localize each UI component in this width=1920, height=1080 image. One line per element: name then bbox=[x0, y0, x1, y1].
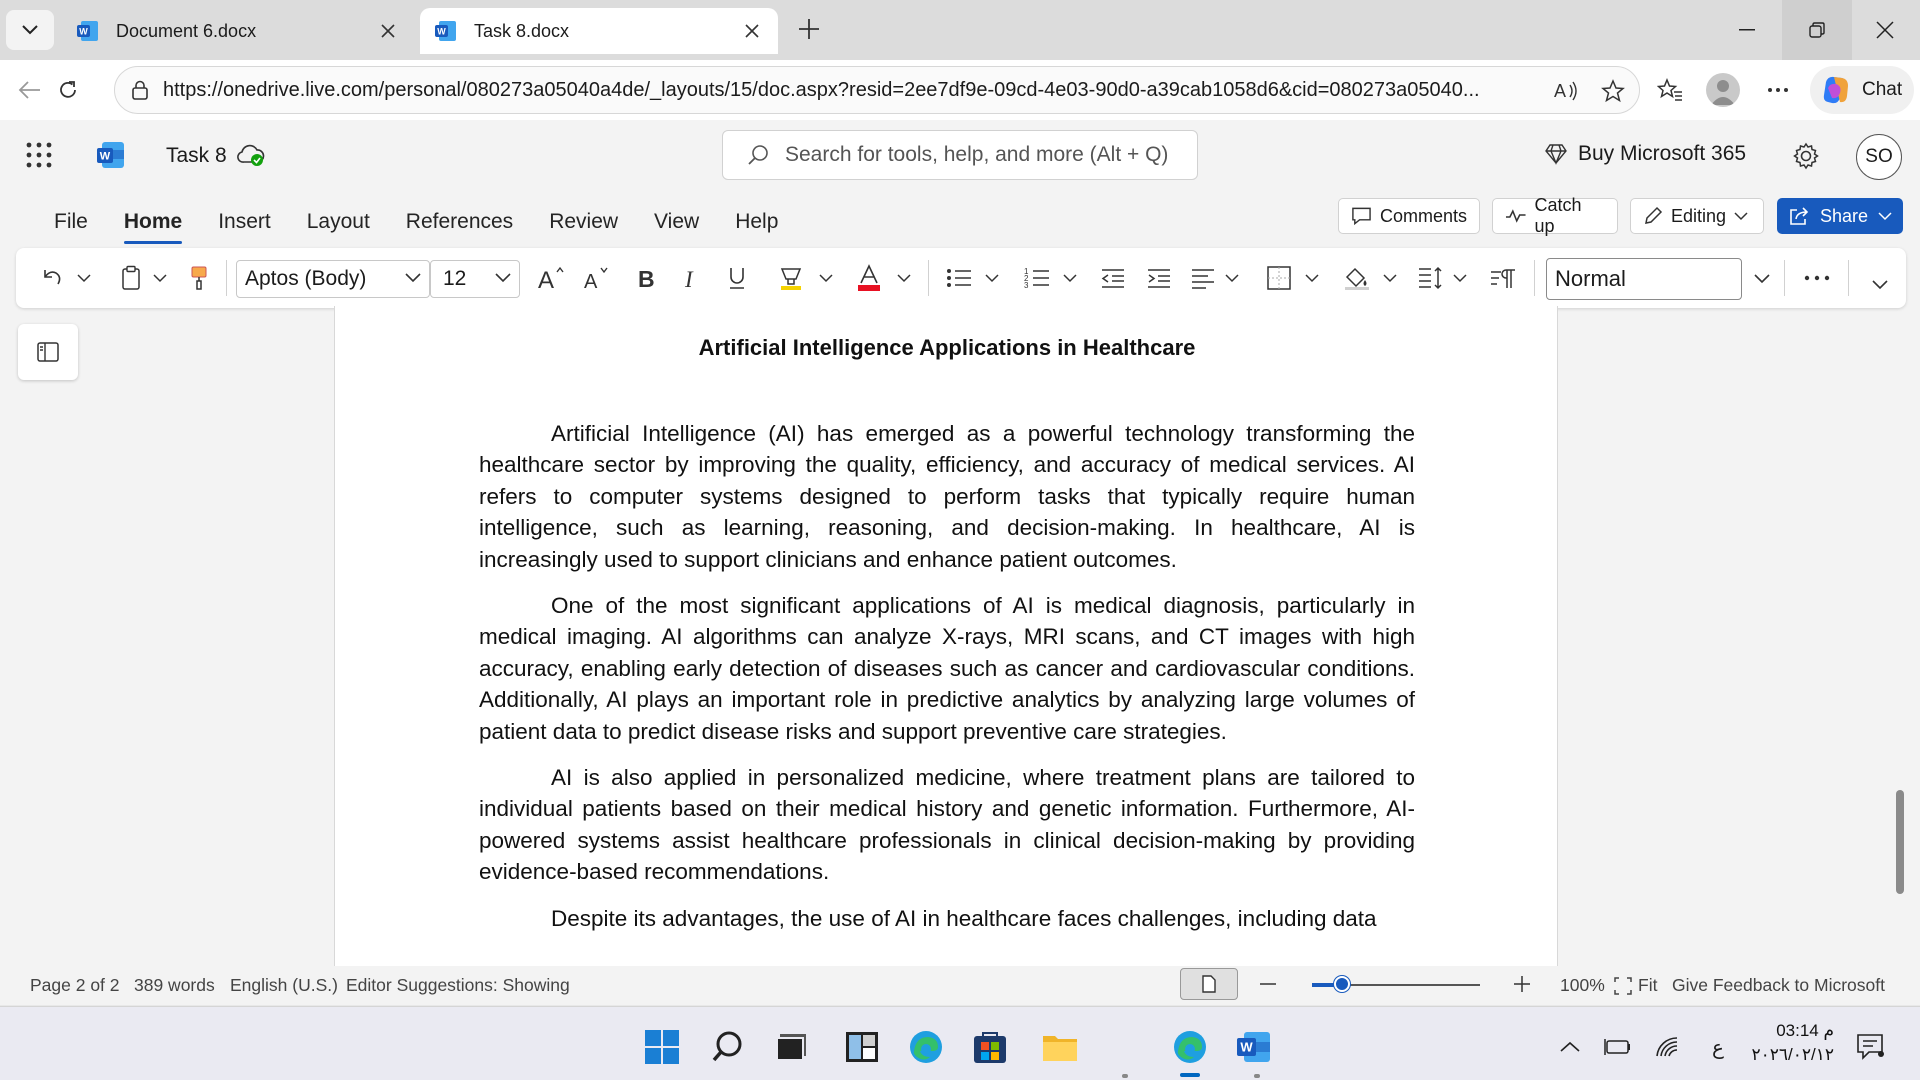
expand-ribbon-button[interactable] bbox=[1868, 268, 1892, 300]
chevron-down-icon bbox=[21, 24, 39, 36]
svg-text:I: I bbox=[685, 267, 693, 290]
waffle-icon bbox=[26, 142, 52, 168]
chevron-down-icon bbox=[819, 273, 833, 283]
undo-button[interactable] bbox=[36, 262, 68, 294]
paragraph: One of the most significant applications of AI is medical diagnosis, particularly in medical imaging. AI algorithms can analyze X-rays, MRI scans, and CT images with high accuracy, enabling early detection of diseases such as cancer and cardiovascular conditions. Additionally, AI plays an important role in predictive analytics by analyzing large volumes of patient data to predict disease risks and support preventive care strategies. bbox=[479, 593, 1415, 744]
comments-button[interactable] bbox=[1338, 198, 1480, 234]
zoom-in-button[interactable] bbox=[1512, 972, 1532, 996]
italic-button[interactable] bbox=[676, 262, 706, 294]
chevron-down-icon bbox=[1872, 278, 1888, 290]
increase-indent-icon bbox=[1146, 267, 1172, 289]
undo-icon bbox=[40, 267, 64, 289]
borders-icon bbox=[1266, 265, 1292, 291]
pencil-icon bbox=[1643, 206, 1663, 226]
svg-text:1: 1 bbox=[1024, 267, 1029, 276]
chevron-up-icon bbox=[1560, 1041, 1580, 1053]
search-icon bbox=[711, 1030, 745, 1064]
paste-button[interactable] bbox=[116, 262, 146, 294]
back-button[interactable] bbox=[12, 72, 48, 108]
underline-icon bbox=[726, 265, 748, 291]
close-icon[interactable] bbox=[376, 19, 400, 43]
tab-file[interactable]: File bbox=[54, 210, 88, 233]
url-bar[interactable] bbox=[114, 66, 1640, 114]
copilot-icon bbox=[1820, 74, 1852, 106]
bullets-button[interactable] bbox=[944, 262, 974, 294]
tab-title: Task 8.docx bbox=[474, 20, 570, 41]
font-family-value: Aptos (Body) bbox=[245, 267, 367, 290]
font-color-button[interactable] bbox=[854, 262, 884, 294]
grow-font-button[interactable] bbox=[536, 262, 570, 294]
svg-text:W: W bbox=[79, 26, 88, 37]
document-heading: Artificial Intelligence Applications in Healthcare bbox=[698, 335, 1196, 360]
tab-insert[interactable]: Insert bbox=[218, 210, 271, 233]
close-window-button[interactable] bbox=[1850, 0, 1920, 60]
gear-icon bbox=[1792, 142, 1820, 170]
style-select[interactable] bbox=[1546, 258, 1742, 300]
cloud-saved-icon[interactable] bbox=[236, 142, 266, 168]
tab-list-button[interactable] bbox=[6, 10, 54, 50]
page-count[interactable]: Page 2 of 2 bbox=[30, 975, 120, 995]
svg-text:2: 2 bbox=[1024, 274, 1029, 283]
bullets-dropdown[interactable] bbox=[982, 262, 1002, 294]
language-indicator[interactable]: English (U.S.) bbox=[230, 975, 338, 995]
start-button[interactable] bbox=[642, 1027, 682, 1067]
url-text: https://onedrive.live.com/personal/080273a05040a4de/_layouts/15/doc.aspx?resid=2ee7df9e-09cd-4e03-90d0-a39cab1058d6&cid=080273a05040... bbox=[163, 78, 1480, 101]
store-taskbar-button[interactable] bbox=[970, 1027, 1010, 1067]
chevron-down-icon bbox=[1453, 273, 1467, 283]
styles-dropdown[interactable] bbox=[1750, 262, 1774, 294]
notifications-button[interactable] bbox=[1850, 1027, 1890, 1067]
editing-label: Editing bbox=[1671, 205, 1727, 226]
decrease-indent-button[interactable] bbox=[1098, 262, 1128, 294]
favorites-list-icon bbox=[1657, 78, 1683, 102]
close-icon[interactable] bbox=[740, 19, 764, 43]
address-bar-row bbox=[0, 60, 1920, 120]
chat-label: Chat bbox=[1862, 79, 1903, 100]
font-family-select[interactable] bbox=[236, 260, 430, 298]
increase-indent-button[interactable] bbox=[1144, 262, 1174, 294]
clipboard-icon bbox=[120, 265, 142, 291]
tab-home[interactable]: Home bbox=[106, 204, 200, 244]
page-icon bbox=[1201, 974, 1217, 994]
favorite-star-icon[interactable] bbox=[1599, 77, 1627, 105]
fit-icon bbox=[1614, 977, 1632, 995]
svg-text:A: A bbox=[584, 271, 598, 292]
font-color-icon bbox=[856, 264, 882, 292]
more-dots-icon bbox=[1804, 275, 1830, 281]
catch-up-button[interactable] bbox=[1492, 195, 1618, 236]
tab-layout[interactable]: Layout bbox=[306, 210, 370, 233]
word-online-app bbox=[0, 120, 1920, 1005]
shading-dropdown[interactable] bbox=[1380, 262, 1400, 294]
copilot-chat-button[interactable] bbox=[1810, 66, 1914, 114]
undo-dropdown[interactable] bbox=[74, 262, 94, 294]
wifi-icon[interactable] bbox=[1648, 1027, 1688, 1067]
borders-button[interactable] bbox=[1264, 262, 1294, 294]
diamond-icon bbox=[1544, 143, 1568, 165]
paragraph: Despite its advantages, the use of AI in healthcare faces challenges, including data bbox=[551, 905, 1377, 931]
svg-text:W: W bbox=[437, 26, 446, 37]
word-logo-icon bbox=[96, 140, 126, 170]
style-value: Normal bbox=[1555, 266, 1626, 291]
wifi-icon bbox=[1655, 1036, 1681, 1058]
minimize-icon bbox=[1739, 29, 1755, 31]
search-input[interactable] bbox=[722, 130, 1198, 180]
shading-button[interactable] bbox=[1342, 262, 1372, 294]
restore-button[interactable] bbox=[1782, 0, 1852, 60]
more-options-button[interactable] bbox=[1760, 72, 1796, 108]
app-launcher-button[interactable] bbox=[26, 142, 52, 168]
line-spacing-button[interactable] bbox=[1416, 262, 1446, 294]
ribbon-tabs bbox=[36, 204, 796, 244]
widgets-icon bbox=[845, 1031, 879, 1063]
share-icon bbox=[1788, 206, 1810, 226]
align-dropdown[interactable] bbox=[1222, 262, 1242, 294]
browser-tab-strip bbox=[0, 0, 1920, 60]
task-view-button[interactable] bbox=[772, 1027, 812, 1067]
buy-microsoft-365-button[interactable] bbox=[1544, 142, 1746, 166]
windows-logo-icon bbox=[644, 1029, 680, 1065]
borders-dropdown[interactable] bbox=[1302, 262, 1322, 294]
font-color-dropdown[interactable] bbox=[894, 262, 914, 294]
editor-suggestions[interactable]: Editor Suggestions: Showing bbox=[346, 975, 570, 995]
battery-icon[interactable] bbox=[1598, 1027, 1638, 1067]
task-view-icon bbox=[776, 1032, 808, 1062]
edge-icon bbox=[908, 1029, 944, 1065]
word-icon bbox=[76, 19, 100, 43]
chevron-down-icon bbox=[1225, 273, 1239, 283]
close-icon bbox=[1876, 21, 1894, 39]
bullet-list-icon bbox=[946, 267, 972, 289]
document-title[interactable]: Task 8 bbox=[166, 144, 227, 167]
arrow-left-icon bbox=[18, 80, 42, 100]
underline-button[interactable] bbox=[722, 262, 752, 294]
chevron-down-icon bbox=[495, 271, 511, 283]
highlighter-icon bbox=[778, 265, 804, 291]
zoom-slider-thumb[interactable] bbox=[1334, 976, 1350, 992]
chevron-down-icon bbox=[1383, 273, 1397, 283]
restore-icon bbox=[1809, 22, 1825, 38]
browser-tab-document6[interactable] bbox=[62, 8, 414, 54]
format-painter-button[interactable] bbox=[184, 262, 214, 294]
align-button[interactable] bbox=[1188, 262, 1218, 294]
tab-references[interactable]: References bbox=[405, 210, 514, 233]
home-toolbar bbox=[16, 248, 1906, 308]
paragraph: Artificial Intelligence (AI) has emerged as a powerful technology transforming the healthcare sector by improving the quality, efficiency, and accuracy of medical services. AI refers to computer systems designed to perform tasks that typically require human intelligence, such as learning, reasoning, and decision-making. In healthcare, AI is increasingly used to support clinicians and enhance patient outcomes. bbox=[479, 421, 1415, 572]
italic-icon bbox=[681, 266, 701, 290]
document-page[interactable] bbox=[334, 306, 1558, 966]
search-icon bbox=[747, 144, 769, 166]
input-language-indicator[interactable]: ع bbox=[1712, 1036, 1724, 1059]
refresh-icon bbox=[57, 79, 79, 101]
word-icon bbox=[434, 19, 458, 43]
numbered-list-icon bbox=[1024, 266, 1050, 290]
svg-text:A: A bbox=[538, 267, 555, 292]
print-layout-view-button[interactable] bbox=[1180, 968, 1238, 1000]
more-commands-button[interactable] bbox=[1800, 262, 1834, 294]
pulse-icon bbox=[1505, 208, 1527, 224]
bold-button[interactable] bbox=[630, 262, 660, 294]
paragraph-marks-button[interactable] bbox=[1488, 262, 1518, 294]
decrease-indent-icon bbox=[1100, 267, 1126, 289]
svg-text:3: 3 bbox=[1024, 281, 1029, 290]
svg-text:W: W bbox=[99, 150, 111, 163]
fit-label: Fit bbox=[1638, 975, 1658, 995]
chevron-down-icon bbox=[897, 273, 911, 283]
minus-icon bbox=[1258, 972, 1278, 996]
notification-icon bbox=[1855, 1032, 1885, 1062]
windows-taskbar bbox=[0, 1006, 1920, 1080]
tab-review[interactable]: Review bbox=[549, 210, 619, 233]
word-count[interactable]: 389 words bbox=[134, 975, 215, 995]
tab-help[interactable]: Help bbox=[735, 210, 779, 233]
folder-icon bbox=[1042, 1031, 1078, 1063]
chevron-down-icon bbox=[153, 273, 167, 283]
settings-button[interactable] bbox=[1792, 142, 1820, 170]
line-spacing-dropdown[interactable] bbox=[1450, 262, 1470, 294]
show-hidden-icons-button[interactable] bbox=[1550, 1027, 1590, 1067]
profile-avatar[interactable] bbox=[1706, 73, 1740, 107]
minimize-button[interactable] bbox=[1712, 0, 1782, 60]
editing-mode-button[interactable] bbox=[1630, 198, 1764, 234]
chevron-down-icon bbox=[1305, 273, 1319, 283]
paragraph-marks-icon bbox=[1489, 266, 1517, 290]
chevron-down-icon bbox=[985, 273, 999, 283]
edge-active-button[interactable] bbox=[1170, 1027, 1210, 1067]
zoom-level[interactable]: 100% bbox=[1560, 975, 1605, 995]
chevron-down-icon bbox=[1734, 211, 1748, 221]
highlight-button[interactable] bbox=[776, 262, 806, 294]
new-tab-button[interactable] bbox=[792, 12, 826, 46]
favorites-button[interactable] bbox=[1652, 72, 1688, 108]
highlight-dropdown[interactable] bbox=[816, 262, 836, 294]
paragraph: AI is also applied in personalized medicine, where treatment plans are tailored to individual patients based on their medical history and genetic information. Furthermore, AI-powered systems assist healthcare professionals in clinical decision-making by providing evidence-based recommendations. bbox=[479, 765, 1415, 885]
edge-icon bbox=[1172, 1029, 1208, 1065]
chevron-down-icon bbox=[1878, 211, 1892, 221]
catch-up-label: Catch up bbox=[1534, 195, 1582, 236]
edge-taskbar-button[interactable] bbox=[906, 1027, 946, 1067]
tab-view[interactable]: View bbox=[654, 210, 700, 233]
refresh-button[interactable] bbox=[50, 72, 86, 108]
bold-icon bbox=[635, 266, 655, 290]
navigation-pane-button[interactable] bbox=[18, 324, 78, 380]
tab-title: Document 6.docx bbox=[116, 20, 257, 41]
grow-font-icon bbox=[538, 264, 568, 292]
svg-text:A: A bbox=[1554, 81, 1567, 101]
store-icon bbox=[973, 1030, 1007, 1064]
shrink-font-button[interactable] bbox=[582, 262, 616, 294]
search-placeholder: Search for tools, help, and more (Alt + Q) bbox=[785, 143, 1169, 166]
word-icon bbox=[1236, 1030, 1272, 1064]
align-left-icon bbox=[1190, 267, 1216, 289]
zoom-out-button[interactable] bbox=[1258, 972, 1278, 996]
plus-icon bbox=[797, 17, 821, 41]
clock-time: 03:14 م bbox=[1776, 1021, 1834, 1040]
search-taskbar-button[interactable] bbox=[708, 1027, 748, 1067]
paint-bucket-icon bbox=[1343, 265, 1371, 291]
svg-text:W: W bbox=[1240, 1039, 1253, 1055]
user-avatar[interactable]: SO bbox=[1856, 134, 1902, 180]
file-explorer-button[interactable] bbox=[1040, 1027, 1080, 1067]
chevron-down-icon bbox=[1063, 273, 1077, 283]
feedback-link[interactable]: Give Feedback to Microsoft bbox=[1672, 975, 1885, 995]
lock-icon bbox=[131, 80, 149, 100]
font-size-value: 12 bbox=[443, 267, 467, 290]
person-icon bbox=[1706, 73, 1740, 107]
more-dots-icon bbox=[1767, 87, 1789, 93]
buy-label: Buy Microsoft 365 bbox=[1578, 142, 1747, 165]
svg-text:B: B bbox=[638, 266, 655, 290]
read-aloud-icon[interactable] bbox=[1553, 77, 1581, 105]
chevron-down-icon bbox=[405, 271, 421, 283]
vertical-scrollbar-thumb[interactable] bbox=[1896, 790, 1904, 894]
numbering-dropdown[interactable] bbox=[1060, 262, 1080, 294]
format-painter-icon bbox=[189, 265, 209, 291]
navigation-pane-icon bbox=[36, 341, 60, 363]
share-button[interactable] bbox=[1777, 198, 1903, 234]
clock-date: ٢٠٢٦/٠٢/١٢ bbox=[1751, 1045, 1834, 1064]
line-spacing-icon bbox=[1417, 265, 1445, 291]
numbering-button[interactable] bbox=[1022, 262, 1052, 294]
battery-icon bbox=[1604, 1038, 1632, 1056]
share-label: Share bbox=[1819, 205, 1869, 226]
plus-icon bbox=[1512, 972, 1532, 996]
system-clock[interactable] bbox=[1748, 1019, 1834, 1067]
font-size-select[interactable] bbox=[430, 260, 520, 298]
comment-icon bbox=[1351, 206, 1372, 226]
chevron-down-icon bbox=[77, 273, 91, 283]
shrink-font-icon bbox=[584, 264, 614, 292]
fit-button[interactable] bbox=[1614, 975, 1657, 996]
status-bar bbox=[0, 966, 1920, 1004]
chevron-down-icon bbox=[1754, 272, 1770, 284]
comments-label: Comments bbox=[1379, 205, 1467, 226]
paste-dropdown[interactable] bbox=[150, 262, 170, 294]
browser-tab-task8[interactable] bbox=[420, 8, 778, 54]
widgets-button[interactable] bbox=[842, 1027, 882, 1067]
word-taskbar-button[interactable] bbox=[1234, 1027, 1274, 1067]
